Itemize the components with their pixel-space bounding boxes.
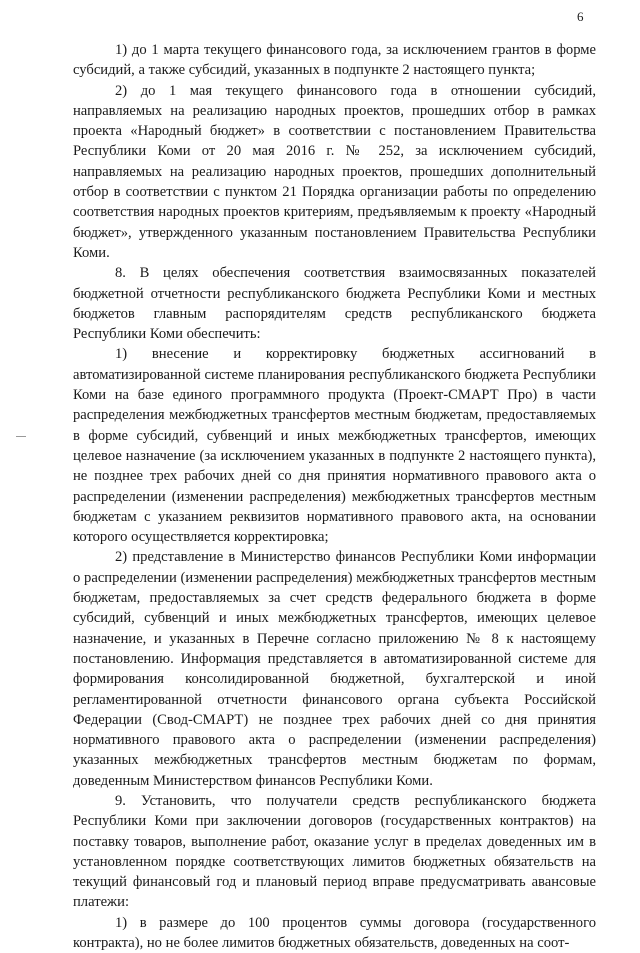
paragraph-2: 2) до 1 мая текущего финансового года в отношении субсидий, направляемых на реализацию народных проектов, прошедших отбор в рамках проекта «Народный бюджет» в соответствии с постановлением Правительства Республики Коми от 20 мая 2016 г. № 252, за исключением субсидий, направляемых на реализацию народных проектов, прошедших дополнительный отбор в соответствии с пунктом 21 Порядка организации работы по определению соответствия народных проектов критериям, предъявляемым к проекту «Народный бюджет», утвержденного указанным постановлением Правительства Республики Коми. [73, 82, 596, 261]
paragraph-7: 1) в размере до 100 процентов суммы договора (государственного контракта), но не более лимитов бюджетных обязательств, доведенных на соот- [73, 914, 596, 952]
paragraph-5: 2) представление в Министерство финансов Республики Коми информации о распределении (изменении распределения) межбюджетных трансфертов местным бюджетам, предоставляемых за счет средств федерального бюджета в форме субсидий, субвенций и иных межбюджетных трансфертов, имеющих целевое назначение, и указанных в Перечне согласно приложению № 8 к настоящему постановлению. Информация представляется в автоматизированной системе для формирования консолидированной бюджетной, бухгалтерской и иной регламентированной отчетности финансового органа субъекта Российской Федерации (Свод-СМАРТ) не позднее трех рабочих дней со дня принятия нормативного правового акта о распределении (изменении распределения) указанных межбюджетных трансфертов местным бюджетам по формам, доведенным Министерством финансов Республики Коми. [73, 549, 596, 789]
paragraph-4: 1) внесение и корректировку бюджетных ассигнований в автоматизированной системе планирования республиканского бюджета Республики Коми на базе единого программного продукта (Проект-СМАРТ Про) в части распределения межбюджетных трансфертов местным бюджетам, предоставляемых в форме субсидий, субвенций и иных межбюджетных трансфертов, имеющих целевое назначение (за исключением указанных в подпункте 2 настоящего пункта), не позднее трех рабочих дней со дня принятия нормативного правового акта о распределении (изменении распределения) межбюджетных трансфертов местным бюджетам с указанием реквизитов нормативного правового акта, на основании которого осуществляется корректировка; [73, 346, 596, 546]
paragraph-3: 8. В целях обеспечения соответствия взаимосвязанных показателей бюджетной отчетности республиканского бюджета Республики Коми и местных бюджетов главным распорядителям средств республиканского бюджета Республики Коми обеспечить: [73, 265, 596, 343]
page-number: 6 [577, 9, 584, 24]
margin-mark [16, 436, 26, 437]
paragraph-6: 9. Установить, что получатели средств республиканского бюджета Республики Коми при заключении договоров (государственных контрактов) на поставку товаров, выполнение работ, оказание услуг в пределах доведенных им в установленном порядке соответствующих лимитов бюджетных обязательств на текущий финансовый год и плановый период вправе предусматривать авансовые платежи: [73, 792, 596, 911]
paragraph-1: 1) до 1 марта текущего финансового года, за исключением грантов в форме субсидий, а также субсидий, указанных в подпункте 2 настоящего пункта; [73, 42, 596, 79]
document-body [73, 40, 596, 953]
